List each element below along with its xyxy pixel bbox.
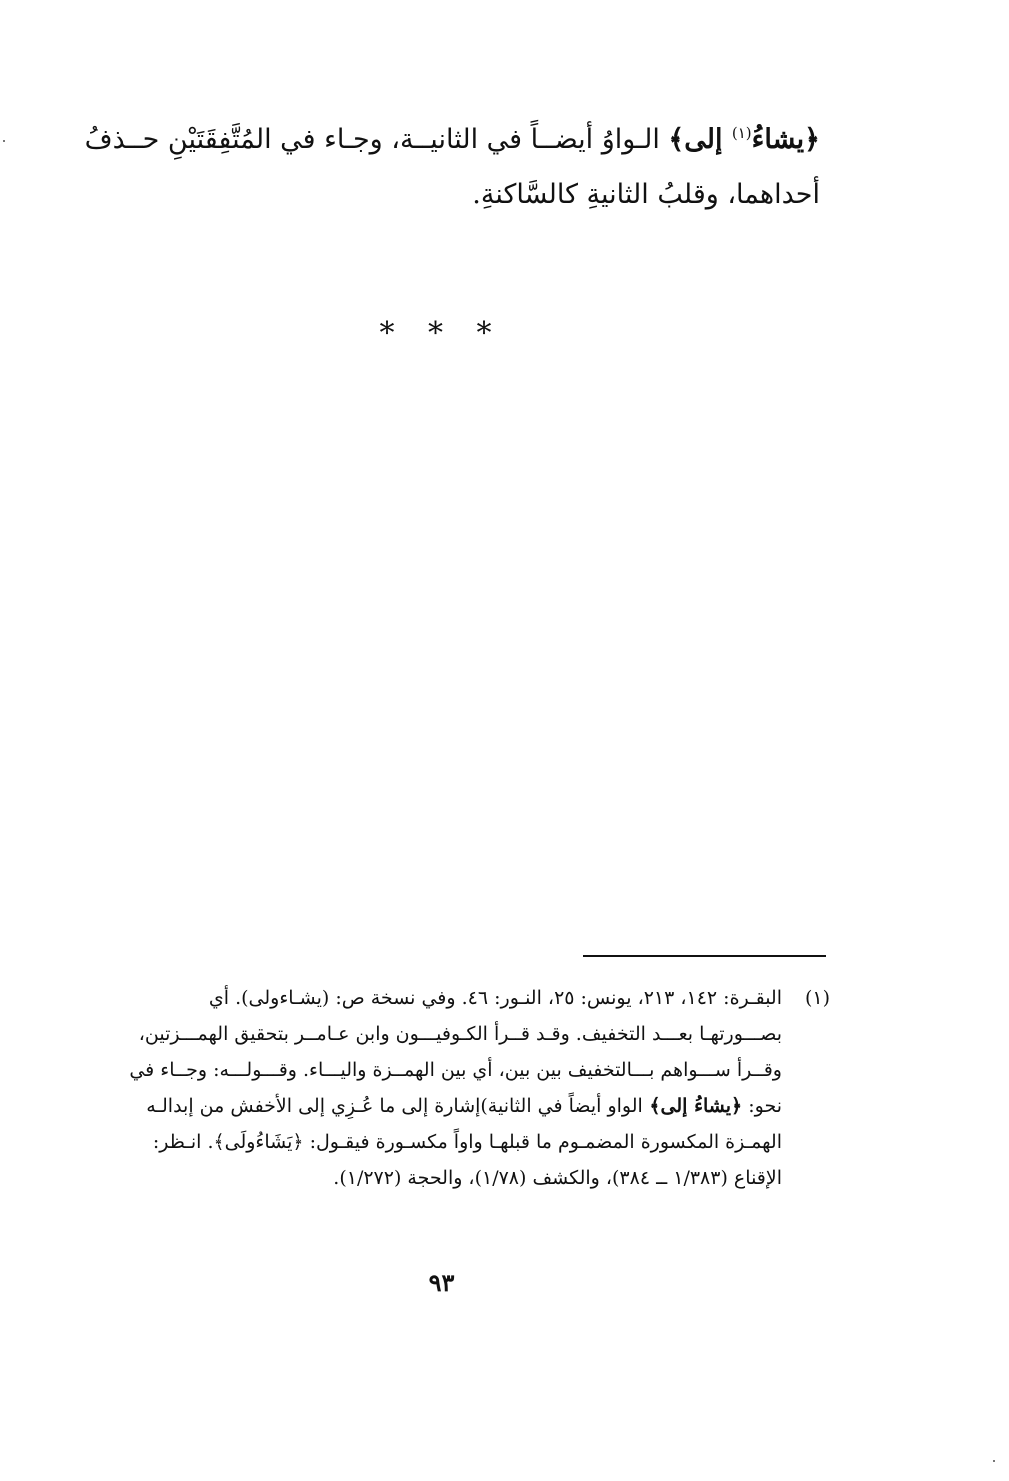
quran-quote-close: إلى﴾ [668, 124, 732, 155]
footnote-line: البقـرة: ١٤٢، ٢١٣، يونس: ٢٥، النـور: ٤٦. وفي نسخة ص: (يشـاءولى). أي [208, 987, 782, 1009]
quran-quote: ﴿يشاءُ [751, 124, 820, 155]
section-separator: * * * [379, 316, 504, 351]
footnote-quran-quote: ﴿يشاءُ إلى﴾ [642, 1095, 743, 1117]
page-number: ٩٣ [428, 1268, 455, 1297]
footnote [80, 980, 830, 1196]
footnote-body [80, 980, 782, 1196]
footnote-line: بصـــورتهـا بعـــد التخفيف. وقـد قــرأ الكـوفيـــون وابن عـامــر بتحقيق الهمـــزتين، [138, 1023, 782, 1045]
scan-speck [3, 140, 5, 142]
scan-speck [993, 1460, 995, 1462]
footnote-line-4 [80, 1088, 782, 1124]
main-line-2: أحداهما، وقلبُ الثانيةِ كالسَّاكنةِ. [472, 179, 820, 210]
footnote-reference[interactable]: (١) [731, 124, 752, 142]
footnote-line-4-text: الواو أيضاً في الثانية)إشارة إلى ما عُـزِي إلى الأخفش من إبدالـه [146, 1095, 643, 1117]
footnote-number: (١) [804, 987, 830, 1009]
footnote-line-4-prefix: نحو: [742, 1095, 782, 1117]
footnote-divider [583, 955, 826, 957]
footnote-line: الإقناع (١/٣٨٣ ــ ٣٨٤)، والكشف (١/٧٨)، والحجة (١/٢٧٢). [333, 1167, 782, 1189]
main-line-1-text: الـواوُ أيضــاً في الثانيــة، وجـاء في المُتَّفِقَتَيْنِ حــذفُ [84, 124, 669, 155]
main-line-1 [80, 112, 820, 167]
main-paragraph [80, 112, 820, 222]
footnote-line: الهمـزة المكسورة المضمـوم ما قبلهـا واواً مكسـورة فيقـول: ﴿يَشَاءُولَى﴾. انـظر: [152, 1131, 782, 1153]
footnote-line: وقــرأ ســـواهم بـــالتخفيف بين بين، أي بين الهمــزة واليـــاء. وقـــولـــه: وجــاء في [129, 1059, 782, 1081]
